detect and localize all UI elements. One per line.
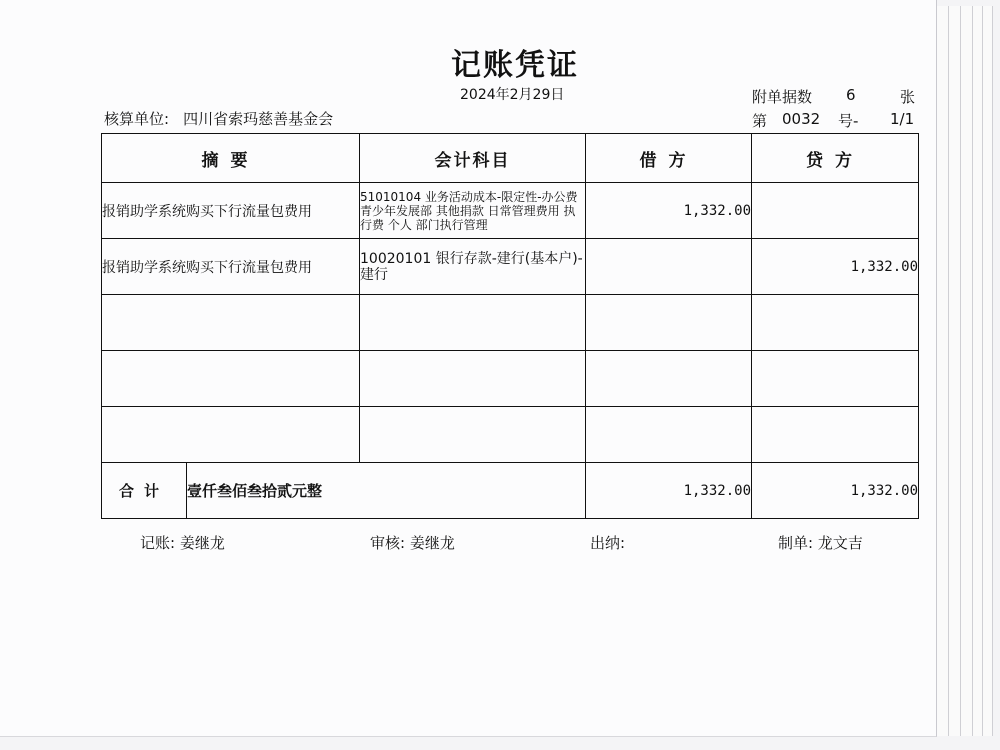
header-summary: 摘要 [102, 134, 360, 183]
preparer-signature [778, 532, 863, 553]
table-row [102, 239, 919, 295]
voucher-date: 2024年2月29日 [460, 87, 565, 103]
row-credit: 1,332.00 [752, 239, 919, 295]
bookkeeper-signature [140, 532, 225, 553]
reviewer-signature [370, 532, 455, 553]
reviewer-name: 姜继龙 [409, 534, 455, 552]
accounting-unit [104, 108, 333, 129]
row-credit [752, 183, 919, 239]
table-row [102, 183, 919, 239]
table-row-empty [102, 407, 919, 463]
total-credit: 1,332.00 [752, 463, 919, 519]
attach-label: 附单据数 [752, 88, 813, 106]
attach-count: 6 [846, 86, 856, 104]
no-label: 第 [752, 112, 768, 130]
total-debit: 1,332.00 [586, 463, 752, 519]
row-debit: 1,332.00 [586, 183, 752, 239]
voucher-table [101, 133, 919, 519]
table-row-empty [102, 295, 919, 351]
attach-unit: 张 [900, 88, 916, 106]
reviewer-label: 审核: [370, 534, 406, 552]
no-value: 0032 [782, 110, 821, 128]
row-account: 51010104 业务活动成本-限定性-办公费 青少年发展部 其他捐款 日常管理费用 执行费 个人 部门执行管理 [360, 183, 586, 239]
no-suffix: 号- [838, 112, 859, 130]
table-header [102, 134, 919, 183]
preparer-label: 制单: [778, 534, 814, 552]
voucher-title: 记账凭证 [451, 48, 579, 83]
page-number: 1/1 [890, 110, 915, 128]
bookkeeper-name: 姜继龙 [179, 534, 225, 552]
row-summary: 报销助学系统购买下行流量包费用 [102, 239, 360, 295]
total-label: 合计 [102, 463, 187, 519]
bookkeeper-label: 记账: [140, 534, 176, 552]
header-debit: 借方 [586, 134, 752, 183]
row-summary: 报销助学系统购买下行流量包费用 [102, 183, 360, 239]
preparer-name: 龙文吉 [817, 534, 863, 552]
cashier-signature [590, 532, 625, 553]
table-row-empty [102, 351, 919, 407]
cashier-label: 出纳: [590, 534, 626, 552]
header-credit: 贷方 [752, 134, 919, 183]
unit-label: 核算单位: [104, 110, 170, 128]
total-in-words: 壹仟叁佰叁拾贰元整 [187, 463, 586, 519]
row-account: 10020101 银行存款-建行(基本户)-建行 [360, 239, 586, 295]
total-row [102, 463, 919, 519]
row-debit [586, 239, 752, 295]
unit-name: 四川省索玛慈善基金会 [183, 110, 334, 128]
header-account: 会计科目 [360, 134, 586, 183]
